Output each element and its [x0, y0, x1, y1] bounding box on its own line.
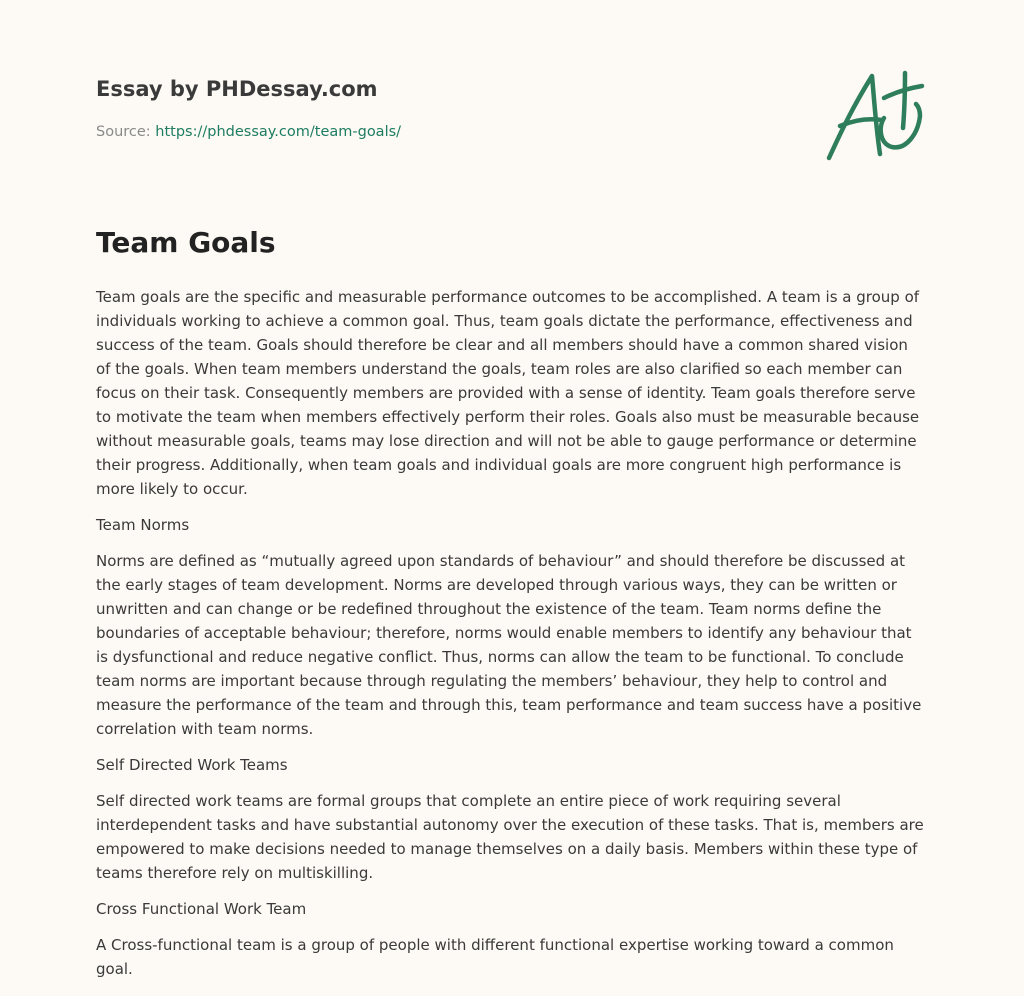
a-plus-logo-icon — [826, 68, 926, 164]
paragraph: A Cross-functional team is a group of people with different functional expertise working toward a common goal. — [96, 936, 894, 978]
paragraph: Norms are defined as “mutually agreed upon standards of behaviour” and should therefore be discussed at the early stages of team development. Norms are developed through various ways, they can be written or unwritten and can change or be redefined throughout the existence of the team. Team norms define the boundaries of acceptable behaviour; therefore, norms would enable members to identify any behaviour that is dysfunctional and reduce negative conflict. Thus, norms can allow the team to be functional. To conclude team norms are important because through regulating the members’ behaviour, they help to control and measure the performance of the team and through this, team performance and team success have a positive correlation with team norms. — [96, 552, 922, 738]
source-line — [96, 124, 401, 140]
article-title: Team Goals — [96, 226, 276, 259]
source-link[interactable]: https://phdessay.com/team-goals/ — [155, 124, 402, 140]
article-body — [96, 285, 926, 993]
section-heading: Team Norms — [96, 516, 190, 534]
paragraph: Self directed work teams are formal groups that complete an entire piece of work requiring several interdependent tasks and have substantial autonomy over the execution of these tasks. That is, members are empowered to make decisions needed to manage themselves on a daily basis. Members within these type of teams therefore rely on multiskilling. — [96, 792, 924, 882]
paragraph: Team goals are the specific and measurable performance outcomes to be accomplished. A team is a group of individuals working to achieve a common goal. Thus, team goals dictate the performance, effectiveness and success of the team. Goals should therefore be clear and all members should have a common shared vision of the goals. When team members understand the goals, team roles are also clarified so each member can focus on their task. Consequently members are provided with a sense of identity. Team goals therefore serve to motivate the team when members effectively perform their roles. Goals also must be measurable because without measurable goals, teams may lose direction and will not be able to gauge performance or determine their progress. Additionally, when team goals and individual goals are more congruent high performance is more likely to occur. — [96, 288, 920, 498]
section-heading: Cross Functional Work Team — [96, 900, 307, 918]
section-heading: Self Directed Work Teams — [96, 756, 288, 774]
source-label: Source: — [96, 124, 156, 140]
brand-title: Essay by PHDessay.com — [96, 77, 378, 101]
